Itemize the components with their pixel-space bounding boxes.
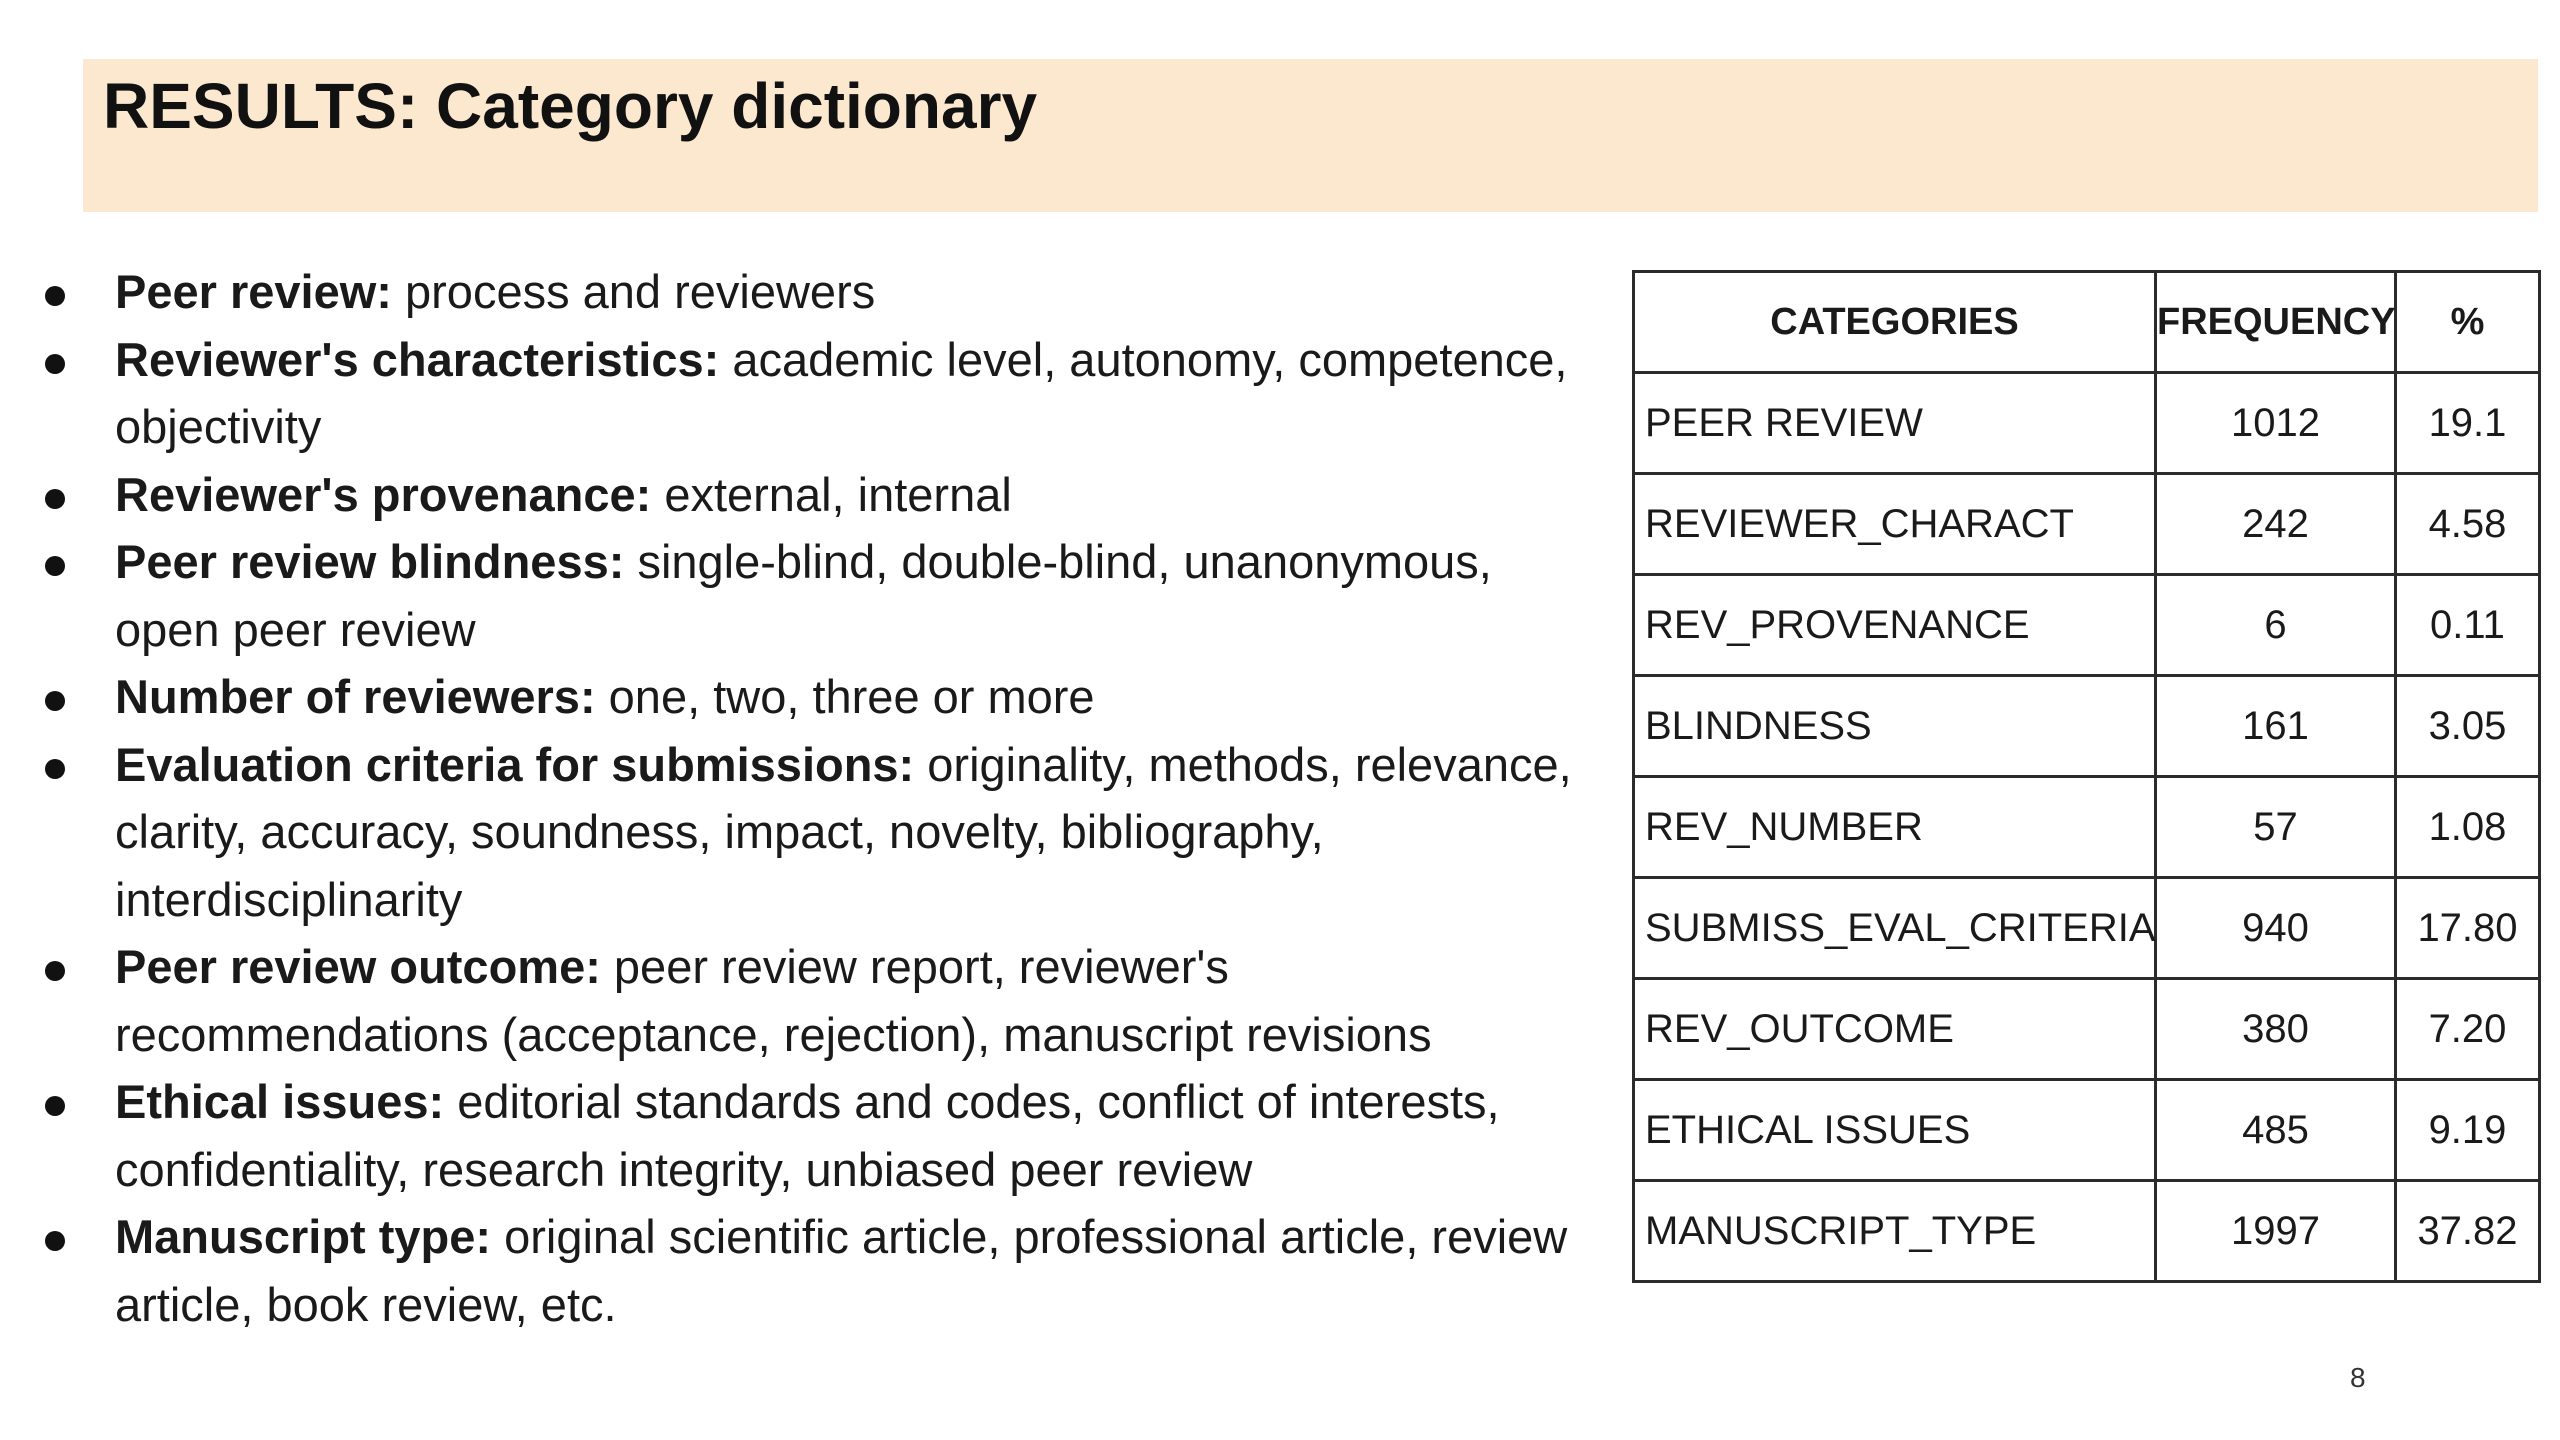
category-cell: SUBMISS_EVAL_CRITERIA <box>1634 878 2156 979</box>
bullet-item <box>40 258 1600 326</box>
bullet-text: single-blind, double-blind, unanonymous, open peer review <box>115 535 1492 656</box>
frequency-cell: 380 <box>2156 979 2396 1080</box>
frequency-cell: 1997 <box>2156 1181 2396 1282</box>
header-frequency: FREQUENCY <box>2156 272 2396 373</box>
bullet-item <box>40 1203 1600 1338</box>
bullet-dot-icon <box>45 1231 65 1251</box>
bullet-term: Evaluation criteria for submissions: <box>115 737 915 791</box>
bullet-dot-icon <box>45 286 65 306</box>
bullet-text: peer review report, reviewer's recommendations (acceptance, rejection), manuscript revisions <box>115 940 1432 1061</box>
bullet-text: process and reviewers <box>391 265 876 318</box>
bullet-text: one, two, three or more <box>595 670 1095 723</box>
bullet-term: Manuscript type: <box>115 1210 492 1263</box>
category-cell: REV_NUMBER <box>1634 777 2156 878</box>
bullet-term: Reviewer's provenance: <box>115 467 652 521</box>
bullet-text: editorial standards and codes, conflict of interests, confidentiality, research integrity, unbiased peer review <box>115 1075 1500 1196</box>
category-cell: REVIEWER_CHARACT <box>1634 474 2156 575</box>
bullet-item <box>40 528 1600 663</box>
frequency-cell: 57 <box>2156 777 2396 878</box>
page-number: 8 <box>2350 1362 2366 1393</box>
slide-title: RESULTS: Category dictionary <box>103 70 1038 142</box>
table-row <box>1634 474 2540 575</box>
bullet-term: Ethical issues: <box>115 1075 445 1128</box>
bullet-dot-icon <box>45 556 65 576</box>
bullet-dot-icon <box>45 1096 65 1116</box>
frequency-cell: 6 <box>2156 575 2396 676</box>
frequency-cell: 940 <box>2156 878 2396 979</box>
bullet-text: external, internal <box>651 467 1012 521</box>
bullet-item <box>40 933 1600 1068</box>
bullet-item <box>40 326 1600 461</box>
table-row <box>1634 373 2540 474</box>
category-cell: REV_OUTCOME <box>1634 979 2156 1080</box>
header-percent: % <box>2396 272 2540 373</box>
percent-cell: 4.58 <box>2396 474 2540 575</box>
percent-cell: 7.20 <box>2396 979 2540 1080</box>
table-row <box>1634 979 2540 1080</box>
category-cell: PEER REVIEW <box>1634 373 2156 474</box>
table-row <box>1634 1080 2540 1181</box>
bullet-dot-icon <box>45 354 65 374</box>
category-frequency-table <box>1632 270 2541 1283</box>
bullet-dot-icon <box>45 961 65 981</box>
table-row <box>1634 575 2540 676</box>
bullet-term: Peer review blindness: <box>115 535 625 588</box>
percent-cell: 1.08 <box>2396 777 2540 878</box>
table-header-row <box>1634 272 2540 373</box>
bullet-item <box>40 1068 1600 1203</box>
bullet-dot-icon <box>45 759 65 779</box>
frequency-cell: 242 <box>2156 474 2396 575</box>
percent-cell: 3.05 <box>2396 676 2540 777</box>
bullet-text: academic level, autonomy, competence, objectivity <box>115 332 1568 453</box>
category-cell: ETHICAL ISSUES <box>1634 1080 2156 1181</box>
table-row <box>1634 676 2540 777</box>
header-categories: CATEGORIES <box>1634 272 2156 373</box>
bullet-item <box>40 731 1600 934</box>
frequency-cell: 485 <box>2156 1080 2396 1181</box>
bullet-term: Peer review outcome: <box>115 940 601 993</box>
category-cell: BLINDNESS <box>1634 676 2156 777</box>
table-row <box>1634 878 2540 979</box>
bullet-dot-icon <box>45 691 65 711</box>
bullet-text: original scientific article, professional article, review article, book review, etc. <box>115 1210 1568 1331</box>
frequency-cell: 161 <box>2156 676 2396 777</box>
bullet-term: Number of reviewers: <box>115 670 596 723</box>
bullet-text: originality, methods, relevance, clarity, accuracy, soundness, impact, novelty, bibliography, interdisciplinarity <box>115 737 1572 926</box>
percent-cell: 0.11 <box>2396 575 2540 676</box>
category-cell: MANUSCRIPT_TYPE <box>1634 1181 2156 1282</box>
bullet-term: Peer review: <box>115 265 392 318</box>
table-row <box>1634 777 2540 878</box>
percent-cell: 17.80 <box>2396 878 2540 979</box>
percent-cell: 9.19 <box>2396 1080 2540 1181</box>
table-row <box>1634 1181 2540 1282</box>
bullet-term: Reviewer's characteristics: <box>115 332 720 386</box>
bullet-item <box>40 663 1600 731</box>
category-bullet-list <box>40 258 1600 1338</box>
bullet-item <box>40 461 1600 529</box>
category-cell: REV_PROVENANCE <box>1634 575 2156 676</box>
percent-cell: 37.82 <box>2396 1181 2540 1282</box>
frequency-cell: 1012 <box>2156 373 2396 474</box>
bullet-dot-icon <box>45 489 65 509</box>
percent-cell: 19.1 <box>2396 373 2540 474</box>
